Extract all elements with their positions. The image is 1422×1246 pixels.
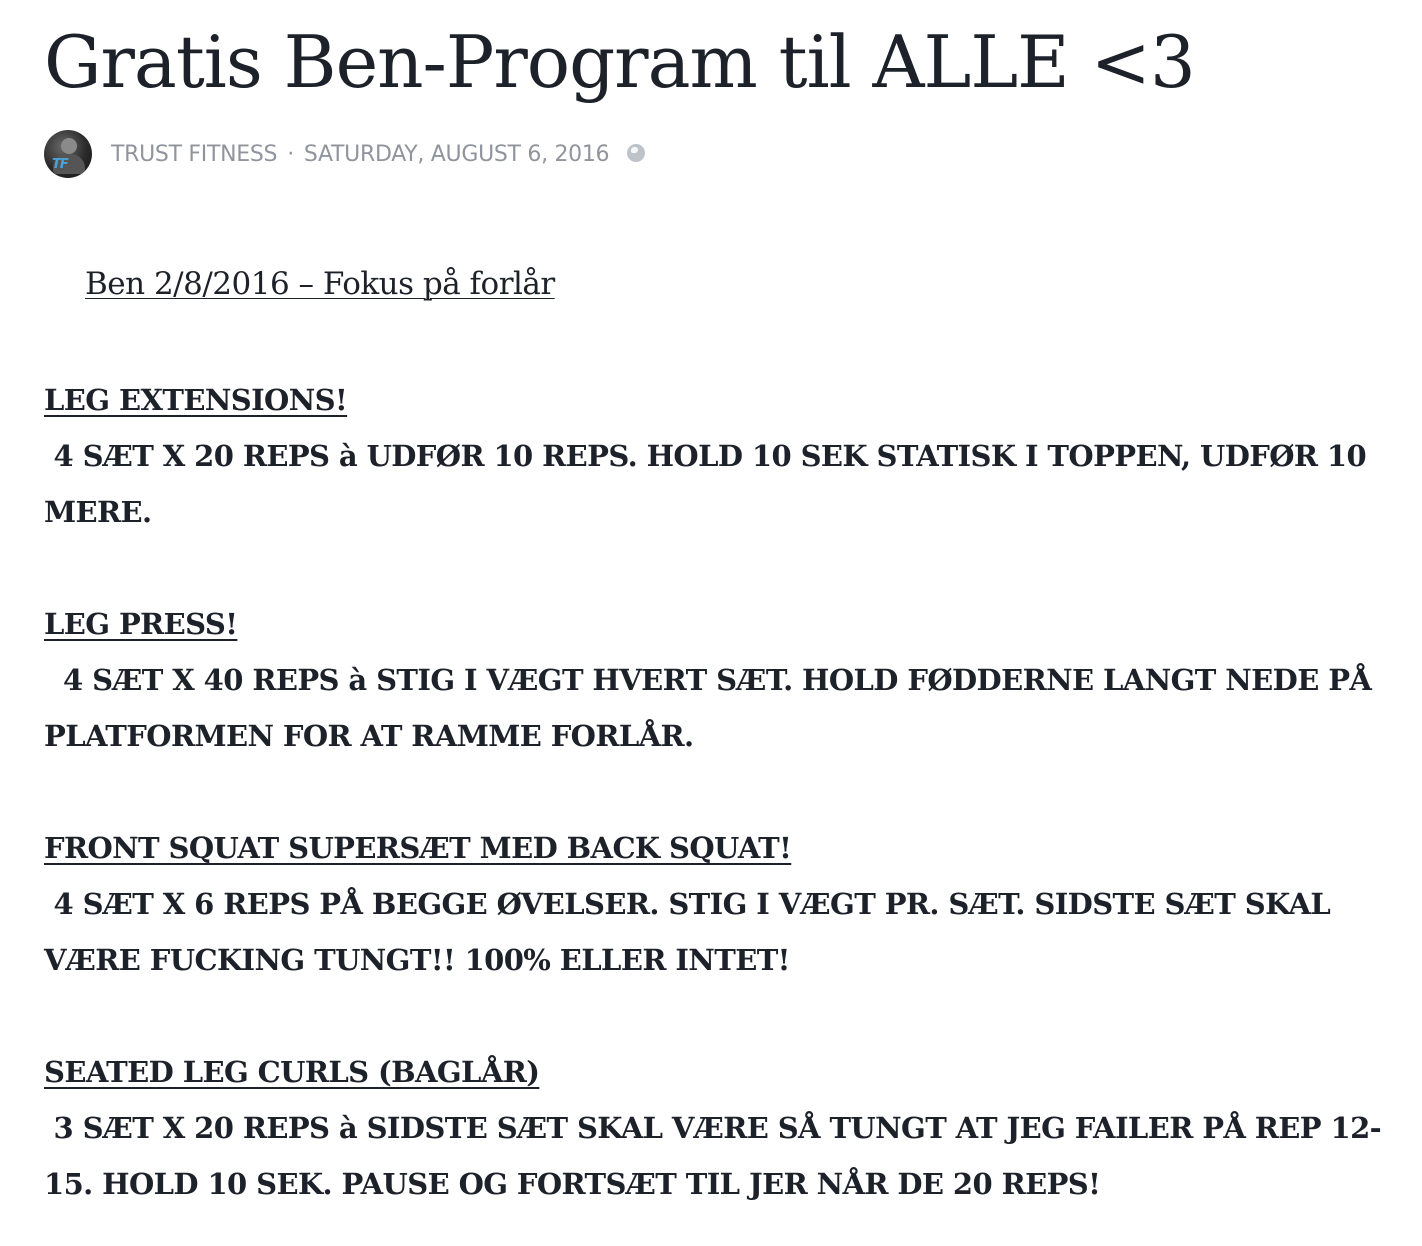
author-name[interactable]: TRUST FITNESS [111, 141, 278, 167]
byline-separator: · [287, 141, 294, 167]
exercise-section [44, 596, 1404, 764]
author-avatar[interactable] [44, 130, 92, 178]
exercise-heading: FRONT SQUAT SUPERSÆT MED BACK SQUAT! [44, 831, 792, 865]
exercise-description: 3 SÆT X 20 REPS à SIDSTE SÆT SKAL VÆRE SÅ TUNGT AT JEG FAILER PÅ REP 12-15. HOLD 10 SEK. PAUSE OG FORTSÆT TIL JER NÅR DE 20 REPS! [44, 1111, 1382, 1201]
avatar-head [61, 138, 77, 154]
workout-subtitle: Ben 2/8/2016 – Fokus på forlår [85, 266, 555, 302]
post-date[interactable]: SATURDAY, AUGUST 6, 2016 [303, 141, 610, 167]
note-title: Gratis Ben-Program til ALLE <3 [44, 20, 1195, 104]
exercise-section [44, 1044, 1404, 1212]
avatar-logo: TF [52, 157, 68, 172]
exercise-description: 4 SÆT X 20 REPS à UDFØR 10 REPS. HOLD 10 SEK STATISK I TOPPEN, UDFØR 10 MERE. [44, 439, 1376, 529]
note-article [44, 0, 1404, 1201]
globe-icon[interactable] [627, 144, 645, 162]
exercise-section [44, 820, 1404, 988]
byline [44, 130, 1404, 178]
exercise-section [44, 372, 1404, 540]
exercise-description: 4 SÆT X 6 REPS PÅ BEGGE ØVELSER. STIG I VÆGT PR. SÆT. SIDSTE SÆT SKAL VÆRE FUCKING TUNGT!! 100% ELLER INTET! [44, 887, 1340, 977]
exercise-heading: LEG PRESS! [44, 607, 238, 641]
exercise-heading: LEG EXTENSIONS! [44, 383, 348, 417]
byline-meta [111, 142, 645, 167]
exercise-heading: SEATED LEG CURLS (BAGLÅR) [44, 1055, 540, 1089]
exercise-description: 4 SÆT X 40 REPS à STIG I VÆGT HVERT SÆT. HOLD FØDDERNE LANGT NEDE PÅ PLATFORMEN FOR AT RAMME FORLÅR. [44, 663, 1381, 753]
